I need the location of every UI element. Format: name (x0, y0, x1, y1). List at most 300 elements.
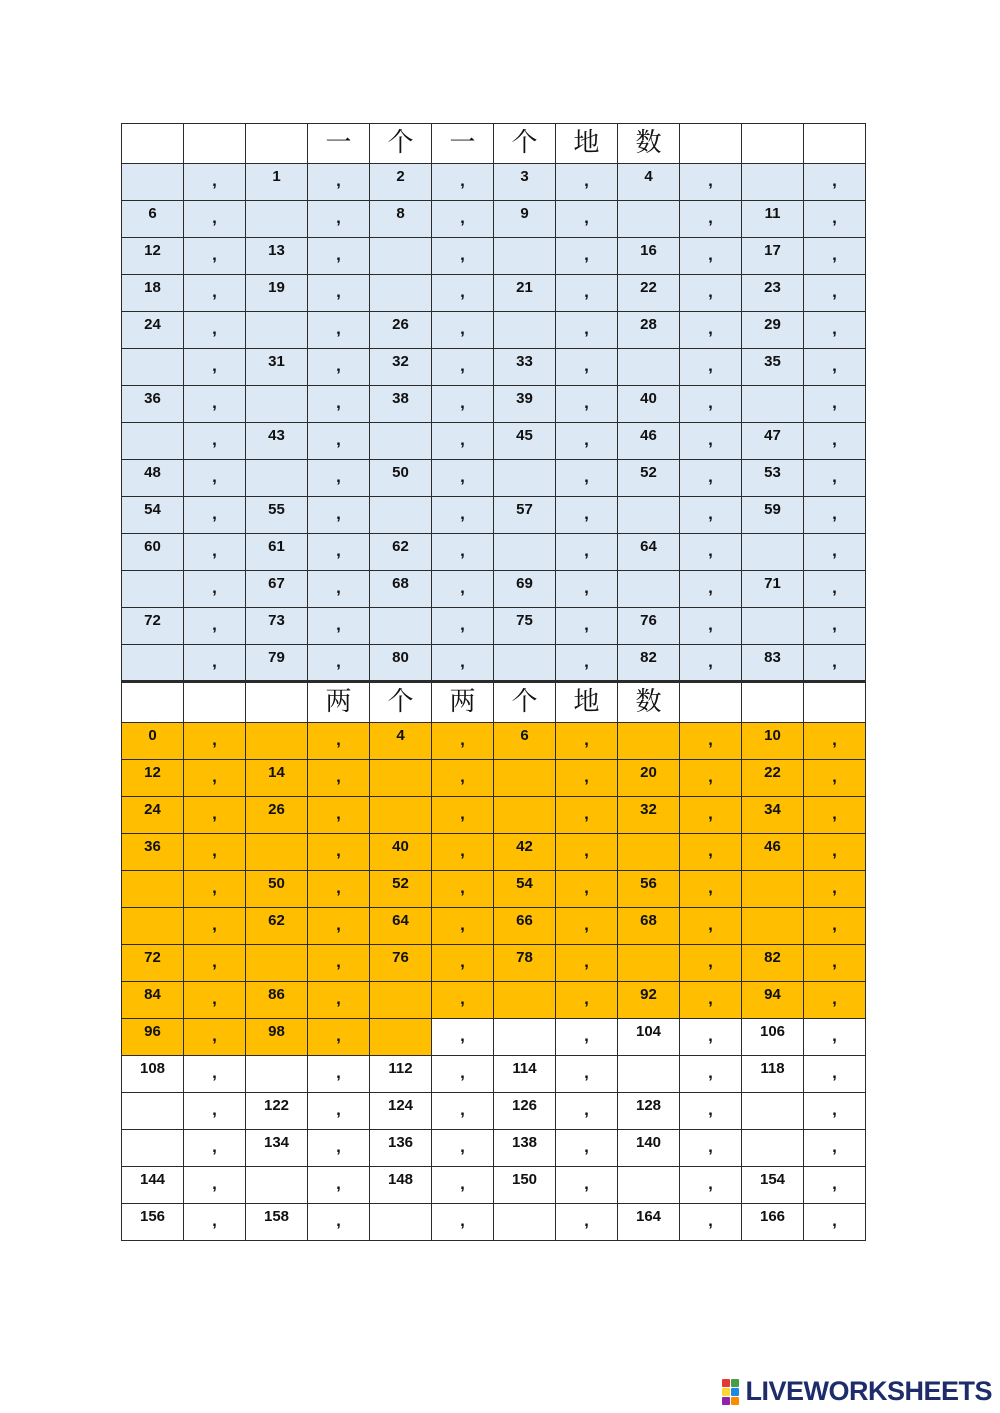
number-cell: 82 (618, 645, 680, 682)
number-cell: 52 (370, 871, 432, 908)
answer-blank-cell[interactable] (494, 460, 556, 497)
comma-separator: , (432, 460, 494, 497)
logo-tile (722, 1379, 730, 1387)
comma-separator: , (680, 723, 742, 760)
comma-separator: , (184, 497, 246, 534)
number-cell: 45 (494, 423, 556, 460)
number-row (122, 982, 866, 1019)
answer-blank-cell[interactable] (494, 1204, 556, 1241)
answer-blank-cell[interactable] (246, 945, 308, 982)
comma-separator: , (308, 312, 370, 349)
number-row (122, 908, 866, 945)
comma-separator: , (556, 645, 618, 682)
answer-blank-cell[interactable] (742, 534, 804, 571)
answer-blank-cell[interactable] (370, 797, 432, 834)
number-cell: 22 (618, 275, 680, 312)
number-cell: 84 (122, 982, 184, 1019)
number-row (122, 201, 866, 238)
answer-blank-cell[interactable] (618, 201, 680, 238)
heading-character: 两 (432, 682, 494, 723)
logo-tile (722, 1388, 730, 1396)
comma-separator: , (556, 497, 618, 534)
number-row (122, 645, 866, 682)
comma-separator: , (432, 760, 494, 797)
comma-separator: , (680, 423, 742, 460)
number-cell: 86 (246, 982, 308, 1019)
comma-separator: , (680, 1056, 742, 1093)
number-row (122, 1130, 866, 1167)
comma-separator: , (308, 834, 370, 871)
number-cell: 98 (246, 1019, 308, 1056)
answer-blank-cell[interactable] (122, 1093, 184, 1130)
answer-blank-cell[interactable] (122, 645, 184, 682)
number-row (122, 312, 866, 349)
number-cell: 136 (370, 1130, 432, 1167)
liveworksheets-branding (722, 1376, 992, 1407)
comma-separator: , (556, 945, 618, 982)
heading-character: 数 (618, 124, 680, 164)
number-row (122, 386, 866, 423)
number-cell: 24 (122, 312, 184, 349)
answer-blank-cell[interactable] (618, 349, 680, 386)
comma-separator: , (556, 534, 618, 571)
comma-separator: , (432, 275, 494, 312)
number-cell: 64 (618, 534, 680, 571)
comma-separator: , (804, 312, 866, 349)
comma-separator: , (556, 164, 618, 201)
number-cell: 78 (494, 945, 556, 982)
answer-blank-cell[interactable] (618, 571, 680, 608)
comma-separator: , (432, 312, 494, 349)
number-cell: 28 (618, 312, 680, 349)
comma-separator: , (680, 834, 742, 871)
comma-separator: , (308, 1204, 370, 1241)
number-cell: 3 (494, 164, 556, 201)
answer-blank-cell[interactable] (370, 760, 432, 797)
comma-separator: , (804, 871, 866, 908)
comma-separator: , (432, 1167, 494, 1204)
empty-cell (122, 124, 184, 164)
answer-blank-cell[interactable] (742, 908, 804, 945)
heading-character: 两 (308, 682, 370, 723)
answer-blank-cell[interactable] (370, 982, 432, 1019)
number-cell: 26 (246, 797, 308, 834)
number-cell: 40 (370, 834, 432, 871)
comma-separator: , (432, 797, 494, 834)
number-cell: 13 (246, 238, 308, 275)
comma-separator: , (184, 1056, 246, 1093)
comma-separator: , (680, 571, 742, 608)
comma-separator: , (680, 1167, 742, 1204)
number-cell: 67 (246, 571, 308, 608)
answer-blank-cell[interactable] (246, 201, 308, 238)
answer-blank-cell[interactable] (742, 1093, 804, 1130)
answer-blank-cell[interactable] (618, 497, 680, 534)
empty-cell (680, 682, 742, 723)
number-cell: 36 (122, 386, 184, 423)
empty-cell (184, 124, 246, 164)
empty-cell (246, 124, 308, 164)
heading-character: 地 (556, 682, 618, 723)
counting-worksheet-table (121, 123, 866, 1241)
number-cell: 62 (246, 908, 308, 945)
number-cell: 57 (494, 497, 556, 534)
comma-separator: , (432, 386, 494, 423)
number-cell: 19 (246, 275, 308, 312)
number-cell: 31 (246, 349, 308, 386)
comma-separator: , (556, 238, 618, 275)
number-cell: 112 (370, 1056, 432, 1093)
number-cell: 24 (122, 797, 184, 834)
answer-blank-cell[interactable] (246, 1167, 308, 1204)
answer-blank-cell[interactable] (494, 797, 556, 834)
number-row (122, 1204, 866, 1241)
comma-separator: , (556, 1093, 618, 1130)
comma-separator: , (556, 1056, 618, 1093)
number-cell: 96 (122, 1019, 184, 1056)
heading-character: 地 (556, 124, 618, 164)
number-cell: 62 (370, 534, 432, 571)
comma-separator: , (432, 908, 494, 945)
comma-separator: , (308, 945, 370, 982)
number-row (122, 423, 866, 460)
answer-blank-cell[interactable] (122, 571, 184, 608)
comma-separator: , (680, 760, 742, 797)
answer-blank-cell[interactable] (742, 871, 804, 908)
answer-blank-cell[interactable] (370, 1204, 432, 1241)
number-cell: 68 (370, 571, 432, 608)
number-cell: 56 (618, 871, 680, 908)
number-cell: 114 (494, 1056, 556, 1093)
number-cell: 60 (122, 534, 184, 571)
number-cell: 47 (742, 423, 804, 460)
comma-separator: , (680, 1130, 742, 1167)
answer-blank-cell[interactable] (122, 1130, 184, 1167)
answer-blank-cell[interactable] (494, 238, 556, 275)
comma-separator: , (556, 608, 618, 645)
comma-separator: , (184, 1093, 246, 1130)
number-cell: 64 (370, 908, 432, 945)
comma-separator: , (308, 871, 370, 908)
heading-row-count-by-ones (122, 124, 866, 164)
empty-cell (184, 682, 246, 723)
comma-separator: , (556, 1167, 618, 1204)
answer-blank-cell[interactable] (246, 312, 308, 349)
comma-separator: , (432, 497, 494, 534)
number-cell: 50 (370, 460, 432, 497)
answer-blank-cell[interactable] (742, 386, 804, 423)
number-cell: 9 (494, 201, 556, 238)
answer-blank-cell[interactable] (494, 312, 556, 349)
number-cell: 38 (370, 386, 432, 423)
comma-separator: , (308, 349, 370, 386)
comma-separator: , (556, 1130, 618, 1167)
comma-separator: , (308, 1130, 370, 1167)
answer-blank-cell[interactable] (246, 386, 308, 423)
number-cell: 32 (618, 797, 680, 834)
comma-separator: , (804, 1130, 866, 1167)
comma-separator: , (308, 908, 370, 945)
comma-separator: , (680, 312, 742, 349)
comma-separator: , (432, 534, 494, 571)
number-cell: 75 (494, 608, 556, 645)
number-row (122, 834, 866, 871)
number-cell: 80 (370, 645, 432, 682)
comma-separator: , (680, 238, 742, 275)
comma-separator: , (680, 1019, 742, 1056)
number-cell: 138 (494, 1130, 556, 1167)
comma-separator: , (432, 1130, 494, 1167)
number-cell: 34 (742, 797, 804, 834)
number-row (122, 797, 866, 834)
number-cell: 43 (246, 423, 308, 460)
comma-separator: , (680, 797, 742, 834)
comma-separator: , (308, 386, 370, 423)
comma-separator: , (184, 460, 246, 497)
comma-separator: , (680, 908, 742, 945)
comma-separator: , (556, 871, 618, 908)
comma-separator: , (680, 982, 742, 1019)
answer-blank-cell[interactable] (122, 349, 184, 386)
answer-blank-cell[interactable] (370, 1019, 432, 1056)
empty-cell (246, 682, 308, 723)
comma-separator: , (308, 645, 370, 682)
comma-separator: , (184, 1019, 246, 1056)
heading-character: 数 (618, 682, 680, 723)
number-cell: 148 (370, 1167, 432, 1204)
number-row (122, 275, 866, 312)
comma-separator: , (432, 982, 494, 1019)
answer-blank-cell[interactable] (370, 275, 432, 312)
number-cell: 50 (246, 871, 308, 908)
comma-separator: , (432, 1019, 494, 1056)
number-cell: 54 (494, 871, 556, 908)
number-cell: 94 (742, 982, 804, 1019)
comma-separator: , (432, 834, 494, 871)
comma-separator: , (556, 1019, 618, 1056)
answer-blank-cell[interactable] (494, 645, 556, 682)
number-row (122, 238, 866, 275)
number-row (122, 1019, 866, 1056)
comma-separator: , (432, 571, 494, 608)
number-cell: 164 (618, 1204, 680, 1241)
logo-tile (731, 1388, 739, 1396)
number-cell: 46 (742, 834, 804, 871)
logo-tile (731, 1379, 739, 1387)
number-row (122, 945, 866, 982)
comma-separator: , (432, 238, 494, 275)
comma-separator: , (556, 571, 618, 608)
comma-separator: , (432, 1204, 494, 1241)
heading-row-count-by-twos (122, 682, 866, 723)
comma-separator: , (184, 908, 246, 945)
number-cell: 0 (122, 723, 184, 760)
number-row (122, 497, 866, 534)
answer-blank-cell[interactable] (494, 1019, 556, 1056)
number-cell: 76 (370, 945, 432, 982)
number-cell: 122 (246, 1093, 308, 1130)
answer-blank-cell[interactable] (246, 1056, 308, 1093)
number-cell: 118 (742, 1056, 804, 1093)
number-cell: 124 (370, 1093, 432, 1130)
number-cell: 68 (618, 908, 680, 945)
number-row (122, 571, 866, 608)
number-cell: 6 (122, 201, 184, 238)
number-cell: 2 (370, 164, 432, 201)
number-row (122, 723, 866, 760)
answer-blank-cell[interactable] (122, 871, 184, 908)
answer-blank-cell[interactable] (246, 723, 308, 760)
answer-blank-cell[interactable] (122, 908, 184, 945)
comma-separator: , (556, 723, 618, 760)
number-cell: 128 (618, 1093, 680, 1130)
comma-separator: , (308, 164, 370, 201)
number-cell: 76 (618, 608, 680, 645)
answer-blank-cell[interactable] (370, 608, 432, 645)
comma-separator: , (680, 1204, 742, 1241)
number-cell: 32 (370, 349, 432, 386)
number-cell: 40 (618, 386, 680, 423)
number-row (122, 1167, 866, 1204)
number-cell: 8 (370, 201, 432, 238)
number-cell: 20 (618, 760, 680, 797)
number-cell: 61 (246, 534, 308, 571)
number-cell: 54 (122, 497, 184, 534)
comma-separator: , (308, 760, 370, 797)
answer-blank-cell[interactable] (370, 238, 432, 275)
comma-separator: , (308, 1056, 370, 1093)
comma-separator: , (804, 1167, 866, 1204)
answer-blank-cell[interactable] (742, 164, 804, 201)
number-cell: 48 (122, 460, 184, 497)
comma-separator: , (432, 423, 494, 460)
answer-blank-cell[interactable] (742, 608, 804, 645)
number-cell: 52 (618, 460, 680, 497)
comma-separator: , (308, 608, 370, 645)
comma-separator: , (804, 945, 866, 982)
comma-separator: , (556, 760, 618, 797)
heading-character: 一 (308, 124, 370, 164)
number-cell: 4 (618, 164, 680, 201)
number-row (122, 608, 866, 645)
number-cell: 150 (494, 1167, 556, 1204)
answer-blank-cell[interactable] (494, 534, 556, 571)
answer-blank-cell[interactable] (742, 1130, 804, 1167)
comma-separator: , (184, 945, 246, 982)
answer-blank-cell[interactable] (370, 423, 432, 460)
number-cell: 66 (494, 908, 556, 945)
answer-blank-cell[interactable] (494, 982, 556, 1019)
comma-separator: , (556, 982, 618, 1019)
empty-cell (804, 682, 866, 723)
number-cell: 18 (122, 275, 184, 312)
number-cell: 16 (618, 238, 680, 275)
answer-blank-cell[interactable] (246, 834, 308, 871)
number-row (122, 164, 866, 201)
number-cell: 140 (618, 1130, 680, 1167)
comma-separator: , (804, 608, 866, 645)
comma-separator: , (184, 797, 246, 834)
answer-blank-cell[interactable] (122, 164, 184, 201)
comma-separator: , (308, 275, 370, 312)
answer-blank-cell[interactable] (618, 1167, 680, 1204)
comma-separator: , (184, 312, 246, 349)
empty-cell (742, 124, 804, 164)
number-cell: 158 (246, 1204, 308, 1241)
comma-separator: , (184, 349, 246, 386)
comma-separator: , (184, 386, 246, 423)
comma-separator: , (680, 349, 742, 386)
number-cell: 12 (122, 238, 184, 275)
number-cell: 59 (742, 497, 804, 534)
comma-separator: , (804, 460, 866, 497)
comma-separator: , (680, 275, 742, 312)
comma-separator: , (308, 1019, 370, 1056)
number-cell: 33 (494, 349, 556, 386)
comma-separator: , (184, 608, 246, 645)
comma-separator: , (308, 201, 370, 238)
comma-separator: , (184, 645, 246, 682)
comma-separator: , (184, 534, 246, 571)
comma-separator: , (804, 497, 866, 534)
comma-separator: , (804, 571, 866, 608)
comma-separator: , (804, 534, 866, 571)
answer-blank-cell[interactable] (494, 760, 556, 797)
heading-character: 个 (494, 682, 556, 723)
comma-separator: , (184, 760, 246, 797)
comma-separator: , (184, 982, 246, 1019)
answer-blank-cell[interactable] (122, 423, 184, 460)
number-cell: 108 (122, 1056, 184, 1093)
answer-blank-cell[interactable] (618, 1056, 680, 1093)
comma-separator: , (184, 164, 246, 201)
liveworksheets-logo-icon (722, 1379, 739, 1405)
empty-cell (742, 682, 804, 723)
heading-character: 个 (494, 124, 556, 164)
comma-separator: , (556, 908, 618, 945)
comma-separator: , (432, 1056, 494, 1093)
comma-separator: , (804, 982, 866, 1019)
comma-separator: , (184, 871, 246, 908)
comma-separator: , (308, 238, 370, 275)
number-cell: 14 (246, 760, 308, 797)
comma-separator: , (556, 275, 618, 312)
comma-separator: , (308, 460, 370, 497)
comma-separator: , (556, 1204, 618, 1241)
answer-blank-cell[interactable] (618, 834, 680, 871)
number-row (122, 871, 866, 908)
comma-separator: , (804, 723, 866, 760)
number-cell: 17 (742, 238, 804, 275)
comma-separator: , (804, 1204, 866, 1241)
comma-separator: , (804, 1056, 866, 1093)
comma-separator: , (804, 797, 866, 834)
number-cell: 10 (742, 723, 804, 760)
answer-blank-cell[interactable] (370, 497, 432, 534)
number-row (122, 349, 866, 386)
comma-separator: , (308, 423, 370, 460)
comma-separator: , (680, 945, 742, 982)
answer-blank-cell[interactable] (618, 723, 680, 760)
comma-separator: , (308, 1167, 370, 1204)
number-cell: 144 (122, 1167, 184, 1204)
comma-separator: , (804, 275, 866, 312)
answer-blank-cell[interactable] (246, 460, 308, 497)
comma-separator: , (184, 1130, 246, 1167)
comma-separator: , (680, 497, 742, 534)
answer-blank-cell[interactable] (618, 945, 680, 982)
comma-separator: , (556, 201, 618, 238)
